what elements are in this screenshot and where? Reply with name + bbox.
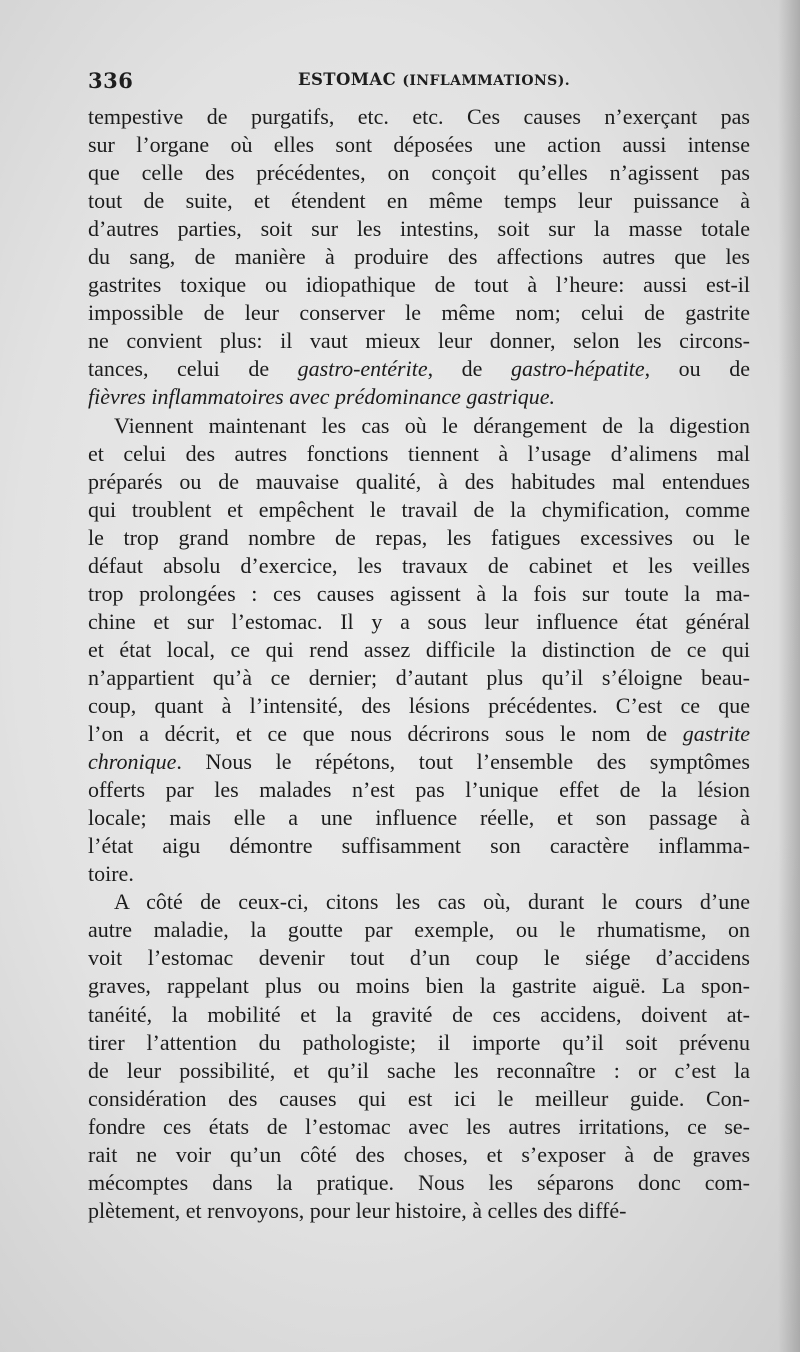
running-head [298,70,570,89]
text-run: ne convient plus: il vaut mieux leur donner, selon les circons- [88,328,750,354]
text-line [88,1113,750,1141]
page-edge-shadow [778,0,800,1352]
text-run: plètement, et renvoyons, pour leur histoire, à celles des diffé- [88,1197,627,1223]
text-run: et état local, ce qui rend assez difficile la distinction de ce qui [88,636,750,662]
text-run: que celle des précédentes, on conçoit qu’elles n’agissent pas [88,160,750,186]
text-line [88,608,750,636]
text-line [88,187,750,215]
text-line [88,720,750,748]
text-line [88,748,750,776]
text-run: chine et sur l’estomac. Il y a sous leur influence état général [88,608,750,634]
text-run: toire. [88,861,134,887]
running-head-sub: (INFLAMMATIONS). [402,73,570,89]
text-run: du sang, de manière à produire des affections autres que les [88,244,750,270]
text-line [88,496,750,524]
text-run: et celui des autres fonctions tiennent à l’usage d’alimens mal [88,440,750,466]
text-line [88,1085,750,1113]
text-line [88,412,750,440]
text-run: d’autres parties, soit sur les intestins, soit sur la masse totale [88,216,750,242]
text-line [88,327,750,355]
text-line [88,636,750,664]
paragraph [88,103,750,412]
text-run: défaut absolu d’exercice, les travaux de cabinet et les veilles [88,552,750,578]
text-line [88,860,750,888]
text-run: Viennent maintenant les cas où le dérangement de la digestion [114,412,750,438]
text-line [88,243,750,271]
text-run: préparés ou de mauvaise qualité, à des habitudes mal entendues [88,468,750,494]
text-line [88,804,750,832]
text-line [88,103,750,131]
text-run: n’appartient qu’à ce dernier; d’autant plus qu’il s’éloigne beau- [88,664,750,690]
text-line [88,355,750,383]
text-line [88,972,750,1000]
text-line [88,299,750,327]
text-run: trop prolongées : ces causes agissent à la fois sur toute la ma- [88,580,750,606]
text-run: autre maladie, la goutte par exemple, ou le rhumatisme, on [88,917,750,943]
text-run: impossible de leur conserver le même nom; celui de gastrite [88,300,750,326]
text-run: coup, quant à l’intensité, des lésions précédentes. C’est ce que [88,692,750,718]
italic-text: gastro-entérite [297,356,428,382]
text-line [88,552,750,580]
text-run: gastrites toxique ou idiopathique de tout à l’heure: aussi est-il [88,272,750,298]
text-line [88,888,750,916]
text-line [88,1057,750,1085]
text-line [88,1169,750,1197]
text-line [88,776,750,804]
page-header [88,68,750,102]
text-run: tempestive de purgatifs, etc. etc. Ces causes n’exerçant pas [88,104,750,129]
text-line [88,440,750,468]
text-line [88,580,750,608]
text-run: le trop grand nombre de repas, les fatigues excessives ou le [88,524,750,550]
text-run: qui troublent et empêchent le travail de la chymification, comme [88,496,750,522]
text-run: . Nous le répétons, tout l’ensemble des symptômes [176,749,750,775]
text-line [88,692,750,720]
text-line [88,1001,750,1029]
text-line [88,664,750,692]
text-line [88,1029,750,1057]
italic-text: gastrite [682,721,750,747]
text-run: mécomptes dans la pratique. Nous les séparons donc com- [88,1169,750,1195]
text-run: l’état aigu démontre suffisamment son caractère inflamma- [88,833,750,859]
text-line [88,159,750,187]
text-run: fondre ces états de l’estomac avec les autres irritations, ce se- [88,1113,750,1139]
text-line [88,916,750,944]
italic-text: chronique [88,749,177,775]
text-run: , ou de [644,356,751,382]
text-line [88,1141,750,1169]
running-head-main: ESTOMAC [298,70,397,89]
text-run: tanéité, la mobilité et la gravité de ces accidens, doivent at- [88,1001,750,1027]
text-line [88,383,750,411]
text-run: , de [427,356,511,382]
text-run: A côté de ceux-ci, citons les cas où, durant le cours d’une [114,889,750,915]
text-run: sur l’organe où elles sont déposées une action aussi intense [88,132,750,158]
italic-text: fièvres inflammatoires avec prédominance gastrique. [88,384,555,410]
text-line [88,468,750,496]
text-run: rait ne voir qu’un côté des choses, et s’exposer à de graves [88,1141,750,1167]
text-line [88,944,750,972]
text-run: graves, rappelant plus ou moins bien la gastrite aiguë. La spon- [88,973,750,999]
text-run: offerts par les malades n’est pas l’unique effet de la lésion [88,777,750,803]
text-run: tances, celui de [88,356,298,382]
paragraph [88,412,750,889]
text-line [88,271,750,299]
body-text [88,103,750,1225]
text-run: de leur possibilité, et qu’il sache les reconnaître : or c’est la [88,1057,750,1083]
page-number: 336 [88,68,134,93]
italic-text: gastro-hépatite [511,356,645,382]
text-run: voit l’estomac devenir tout d’un coup le siége d’accidens [88,945,750,971]
text-run: tirer l’attention du pathologiste; il importe qu’il soit prévenu [88,1029,750,1055]
text-run: tout de suite, et étendent en même temps leur puissance à [88,188,750,214]
paragraph [88,888,750,1225]
text-line [88,131,750,159]
text-line [88,215,750,243]
text-run: l’on a décrit, et ce que nous décrirons sous le nom de [88,721,683,747]
text-line [88,1197,750,1225]
text-line [88,524,750,552]
text-run: locale; mais elle a une influence réelle, et son passage à [88,805,750,831]
text-run: considération des causes qui est ici le meilleur guide. Con- [88,1085,750,1111]
text-line [88,832,750,860]
